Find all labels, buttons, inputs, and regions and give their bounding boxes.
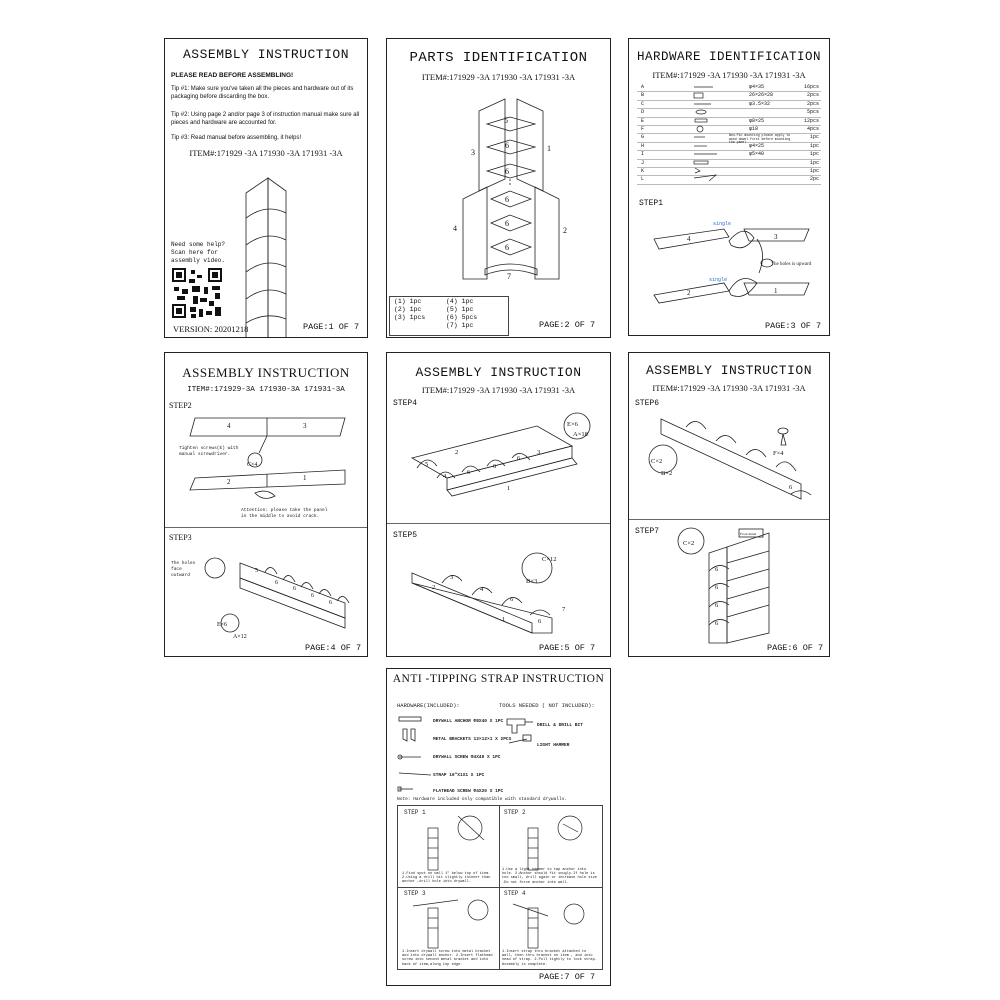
hardware-row: K 1pc <box>637 167 821 176</box>
hardware-row: F φ18 4pcs <box>637 125 821 134</box>
version: VERSION: 20201218 <box>173 324 249 334</box>
panel-label: 3 <box>450 574 454 581</box>
item-numbers: ITEM#:171929 -3A 171930 -3A 171931 -3A <box>652 383 806 393</box>
tighten-note: Tighten screws(E) with manual screwdriver. <box>179 446 239 457</box>
hardware-row: H φ4×25 1pc <box>637 142 821 151</box>
hardware-item: DRYWALL ANCHOR Φ8X40 X 1PC <box>433 719 504 724</box>
tip-2: Tip #2: Using page 2 and/or page 3 of instruction manual make sure all pieces and hardware are accounted for. <box>171 112 360 126</box>
hardware-row: I φ5×40 1pc <box>637 150 821 159</box>
part-label: 1 <box>547 144 551 153</box>
page-title: HARDWARE IDENTIFICATION <box>636 50 822 64</box>
page-number: PAGE:4 OF 7 <box>305 643 362 653</box>
hardware-row: D 5pcs <box>637 108 821 117</box>
panel-label: 5 <box>425 461 429 468</box>
tip-1: Tip #1: Make sure you've taken all the pieces and hardware out of its packaging before discarding the box. <box>171 86 354 100</box>
hardware-row: E φ8×25 12pcs <box>637 117 821 126</box>
parts-exploded-diagram <box>447 99 577 289</box>
panel-label: 4 <box>443 473 447 480</box>
holes-outward-note: The holes face outward <box>171 561 196 578</box>
panel-label: 6 <box>493 463 497 470</box>
panel-label: 1 <box>507 485 511 492</box>
panel-label: 6 <box>715 566 719 573</box>
panel-label: 6 <box>715 620 719 627</box>
parts-list-row: (4) 1pc <box>446 298 474 305</box>
page-number: PAGE:1 OF 7 <box>303 322 360 332</box>
section-divider <box>165 527 367 528</box>
hardware-sketches <box>691 83 721 183</box>
step-4-diagram <box>407 408 607 518</box>
page-title: ASSEMBLY INSTRUCTION <box>182 365 350 380</box>
panel-label: 6 <box>467 469 471 476</box>
panel-label: 2 <box>455 449 459 456</box>
step-1-heading: STEP 1 <box>404 809 426 816</box>
parts-list-row: (5) 1pc <box>446 306 474 313</box>
panel-label: 6 <box>293 586 296 592</box>
corner-shelf-illustration <box>241 173 291 338</box>
note-single: single <box>709 277 728 283</box>
callout: E×6 <box>567 421 578 428</box>
step-5-label: STEP5 <box>393 531 418 540</box>
tool-item: DRILL & DRILL BIT <box>537 723 583 728</box>
callout: C×2 <box>651 458 663 465</box>
hardware-row: C φ3.5×32 2pcs <box>637 100 821 109</box>
part-label: 4 <box>453 224 457 233</box>
panel-label: 4 <box>687 235 691 243</box>
tip-3: Tip #3: Read manual before assembling, it helps! <box>171 135 302 141</box>
callout: C×12 <box>542 556 557 563</box>
panel-label: 4 <box>480 586 484 593</box>
page-title: ASSEMBLY INSTRUCTION <box>182 47 350 62</box>
hardware-row: L 2pc <box>637 175 821 184</box>
attention-note: Attention: please take the panel in the middle to avoid crack. <box>241 508 328 519</box>
panel-label: 1 <box>303 474 307 482</box>
page-title: ASSEMBLY INSTRUCTION <box>415 365 582 380</box>
step-2-text: 1.Use a light hammer to tap anchor into hole. 2.Anchor should fit snugly.If hole is too small, drill again or increase hole size .Do not force anchor into wall. <box>502 868 597 885</box>
panel-label: 6 <box>517 455 521 462</box>
panel-label: 6 <box>789 484 793 491</box>
page-number: PAGE:7 OF 7 <box>539 972 596 982</box>
compat-note: Note: Hardware included only compatible with standard drywalls. <box>397 797 568 802</box>
hardware-row: G Won.Pin mounting please apply to wood dowel first before mounting the panel 1pc <box>637 133 821 142</box>
panel-label: 1 <box>502 616 506 623</box>
callout: F×4 <box>773 450 784 457</box>
panel-label: 2 <box>687 289 691 297</box>
step-3-heading: STEP 3 <box>404 890 426 897</box>
step-4-label: STEP4 <box>393 399 418 408</box>
manual-page-1 <box>164 38 368 338</box>
panel-label: 6 <box>275 580 278 586</box>
manual-page-4 <box>164 352 368 657</box>
step-1-label: STEP1 <box>639 199 664 208</box>
qr-code <box>171 267 223 319</box>
panel-label: 7 <box>562 606 566 613</box>
callout: B×2 <box>661 470 673 477</box>
step-7-label: STEP7 <box>635 527 660 536</box>
manual-page-5 <box>386 352 611 657</box>
page-number: PAGE:2 OF 7 <box>539 320 596 330</box>
front-panel-tag: Front Panel <box>740 532 757 536</box>
note-single: single <box>713 221 732 227</box>
hardware-row: B 26×26×28 2pcs <box>637 91 821 100</box>
parts-list-row: (2) 1pc <box>394 306 422 313</box>
part-label: 7 <box>507 272 511 281</box>
part-label: 6 <box>505 219 509 228</box>
step-7-diagram <box>669 523 819 648</box>
panel-label: 3 <box>303 422 307 430</box>
step-3-text: 1.Insert drywall screw into metal bracket and into drywall anchor. 2.Insert flathead screw into second metal bracket and into back of item,along top edge. <box>402 950 493 967</box>
panel-label: 6 <box>329 600 332 606</box>
part-label: 6 <box>505 167 509 176</box>
callout: C×4 <box>247 462 258 468</box>
panel-label: 4 <box>227 422 231 430</box>
step-6-label: STEP6 <box>635 399 660 408</box>
callout: A×12 <box>233 634 247 640</box>
hardware-item: STRAP 10"X1X1 X 1PC <box>433 773 485 778</box>
panel-label: 1 <box>774 287 778 295</box>
panel-label: 6 <box>715 584 719 591</box>
page-title: PARTS IDENTIFICATION <box>409 50 588 66</box>
step-2-label: STEP2 <box>169 401 192 410</box>
hardware-icons <box>397 715 437 795</box>
callout: A×18 <box>573 431 588 438</box>
step-grid <box>397 805 603 970</box>
panel-label: 3 <box>537 449 541 456</box>
hardware-item: METAL BRACKETS 12×12×1 X 2PCS <box>433 737 512 742</box>
tools-needed-heading: TOOLS NEEDED ( NOT INCLUDED): <box>499 702 595 709</box>
item-numbers: ITEM#:171929 -3A 171930 -3A 171931 -3A <box>421 72 576 82</box>
step-3-diagram <box>195 548 360 648</box>
callout: E×6 <box>217 622 228 628</box>
step-2-diagram <box>175 408 360 518</box>
step-4-heading: STEP 4 <box>504 890 526 897</box>
panel-label: 5 <box>255 568 258 574</box>
step-4-text: 1.Insert strap thru bracket attached to wall, then thru bracket on item , and into head of strap. 2.Pull tightly to lock strap. Assembly is complete. <box>502 950 597 967</box>
step-3-label: STEP3 <box>169 533 192 542</box>
part-label: 6 <box>505 195 509 204</box>
panel-label: 2 <box>432 584 436 591</box>
panel-label: 6 <box>715 602 719 609</box>
hardware-included-heading: HARDWARE(INCLUDED): <box>397 702 460 709</box>
parts-list-row: (6) 5pcs <box>446 314 478 321</box>
parts-list-row: (7) 1pc <box>446 322 474 329</box>
part-label: 6 <box>505 243 509 252</box>
page-number: PAGE:6 OF 7 <box>767 643 824 653</box>
note-holes-upward: The holes is upward <box>771 262 812 267</box>
item-numbers: ITEM#:171929 -3A 171930 -3A 171931 -3A <box>189 148 343 158</box>
hardware-row: J 1pc <box>637 159 821 168</box>
panel-label: 3 <box>774 233 778 241</box>
page-number: PAGE:3 OF 7 <box>765 321 822 331</box>
manual-page-2 <box>386 38 611 338</box>
callout: B×3 <box>526 578 538 585</box>
parts-list-row: (3) 1pcs <box>394 314 426 321</box>
page-number: PAGE:5 OF 7 <box>539 643 596 653</box>
part-label: 3 <box>471 148 475 157</box>
section-divider <box>387 523 610 524</box>
panel-label: 6 <box>538 618 542 625</box>
please-read: PLEASE READ BEFORE ASSEMBLING! <box>171 72 294 79</box>
manual-page-3 <box>628 38 830 336</box>
item-numbers: ITEM#:171929-3A 171930-3A 171931-3A <box>187 386 345 394</box>
page-title: ANTI -TIPPING STRAP INSTRUCTION <box>392 673 605 685</box>
callout: C×2 <box>683 540 695 547</box>
step-2-heading: STEP 2 <box>504 809 526 816</box>
part-label: 5 <box>504 116 508 125</box>
part-label: 6 <box>505 141 509 150</box>
tool-icons <box>505 715 535 751</box>
item-numbers: ITEM#:171929 -3A 171930 -3A 171931 -3A <box>421 385 576 395</box>
step-6-diagram <box>641 409 826 509</box>
step-5-diagram <box>402 543 602 633</box>
section-divider <box>629 519 829 520</box>
manual-page-7 <box>386 668 611 986</box>
tool-item: LIGHT HAMMER <box>537 743 570 748</box>
part-label: 2 <box>563 226 567 235</box>
parts-list <box>389 296 509 336</box>
parts-list-row: (1) 1pc <box>394 298 422 305</box>
hardware-item: FLATHEAD SCREW Φ4X20 X 1PC <box>433 789 504 794</box>
hardware-item: DRYWALL SCREW Φ4X40 X 1PC <box>433 755 501 760</box>
item-numbers: ITEM#:171929 -3A 171930 -3A 171931 -3A <box>652 70 806 80</box>
panel-label: 2 <box>227 478 231 486</box>
hardware-row: A φ4×35 16pcs <box>637 83 821 92</box>
panel-label: 6 <box>510 596 514 603</box>
help-text: Need some help? Scan here for assembly video. <box>171 241 226 264</box>
page-title: ASSEMBLY INSTRUCTION <box>645 363 813 378</box>
step-1-text: 1.Find spot on wall 1" below top of item 2.Using a drill bit slightly thinner than anchor ,drill hole into drywall. <box>402 872 491 885</box>
panel-label: 6 <box>311 593 314 599</box>
manual-page-6 <box>628 352 830 657</box>
strap-step-sketches <box>398 806 602 969</box>
